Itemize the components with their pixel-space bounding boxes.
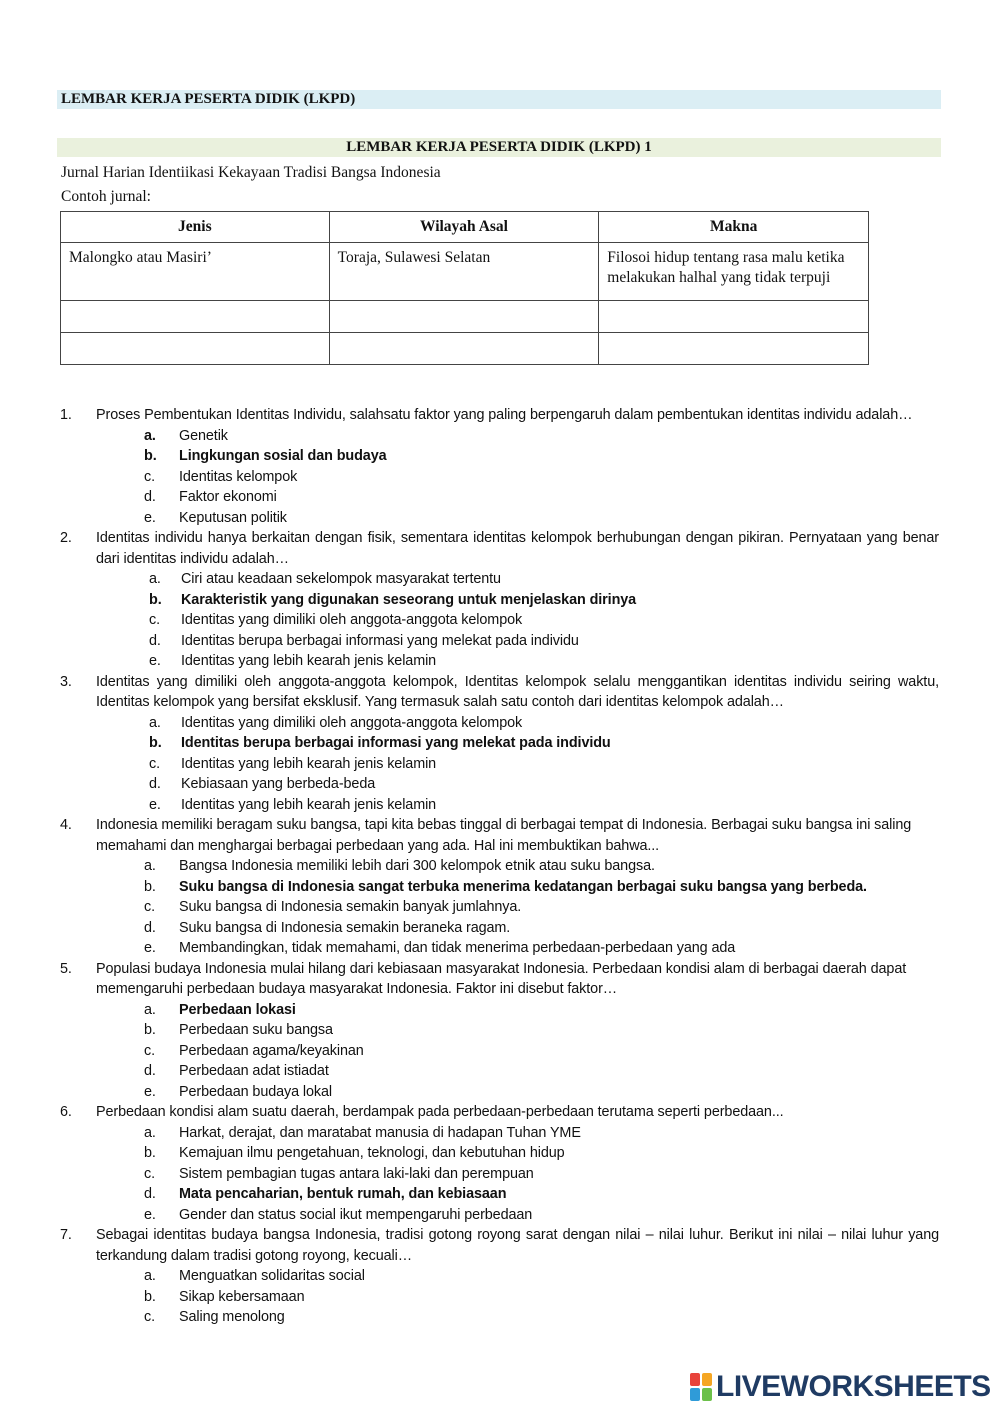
option-text: Identitas yang dimiliki oleh anggota-anggota kelompok — [181, 612, 523, 628]
option-letter: d. — [144, 1063, 156, 1079]
option[interactable] — [60, 1061, 939, 1082]
option-text: Bangsa Indonesia memiliki lebih dari 300 kelompok etnik atau suku bangsa. — [179, 858, 655, 874]
option-letter: b. — [144, 1145, 156, 1161]
option-text: Sikap kebersamaan — [179, 1288, 305, 1305]
question-number: 5. — [60, 960, 72, 977]
option-text: Keputusan politik — [179, 509, 287, 526]
option[interactable] — [60, 1020, 939, 1041]
question-text: Identitas yang dimiliki oleh anggota-anggota kelompok, Identitas kelompok selalu menggantikan identitas individu seiring waktu, Identitas kelompok yang bersifat eksklusif. Yang termasuk salah satu contoh dari identitas kelompok adalah… — [96, 673, 939, 710]
option-text: Perbedaan agama/keyakinan — [179, 1042, 364, 1059]
option-letter: b. — [144, 448, 157, 464]
option[interactable] — [60, 508, 939, 529]
option-letter: b. — [144, 1022, 156, 1038]
option-letter: a. — [149, 714, 161, 731]
table-cell-empty[interactable] — [599, 333, 869, 365]
option-letter: e. — [149, 653, 161, 669]
table-cell-empty[interactable] — [599, 301, 869, 333]
option[interactable] — [60, 856, 939, 877]
question-5 — [60, 959, 939, 1000]
option-letter: a. — [144, 1124, 156, 1141]
question-number: 3. — [60, 673, 72, 690]
option[interactable] — [60, 918, 939, 939]
option-letter: a. — [144, 1001, 156, 1018]
question-number: 6. — [60, 1104, 72, 1120]
option-text: Genetik — [179, 427, 228, 444]
option-letter: b. — [144, 878, 156, 895]
table-row — [61, 333, 869, 365]
option[interactable] — [60, 713, 939, 734]
liveworksheets-logo[interactable] — [690, 1370, 991, 1404]
question-text: Identitas individu hanya berkaitan dengan fisik, sementara identitas kelompok berhubungan dengan pikiran. Pernyataan yang benar dari identitas individu adalah… — [96, 530, 939, 567]
option[interactable] — [60, 897, 939, 918]
question-1 — [60, 405, 939, 426]
table-row — [61, 243, 869, 301]
option-letter: a. — [144, 427, 156, 444]
table-cell: Filosoi hidup tentang rasa malu ketika melakukan halhal yang tidak terpuji — [599, 243, 869, 301]
option[interactable] — [60, 467, 939, 488]
logo-mark-icon — [690, 1372, 714, 1402]
option-letter: e. — [144, 1206, 156, 1223]
option[interactable] — [60, 1041, 939, 1062]
table-header-jenis: Jenis — [61, 212, 330, 243]
option[interactable] — [60, 426, 939, 447]
option-letter: b. — [149, 591, 162, 608]
journal-table — [60, 211, 869, 365]
option-text: Suku bangsa di Indonesia semakin banyak jumlahnya. — [179, 899, 522, 915]
option-text: Kemajuan ilmu pengetahuan, teknologi, dan kebutuhan hidup — [179, 1145, 565, 1161]
option-letter: c. — [144, 899, 155, 915]
question-text: Indonesia memiliki beragam suku bangsa, tapi kita bebas tinggal di berbagai tempat di Indonesia. Berbagai suku bangsa ini saling memahami dan menghargai berbagai perbedaan yang ada. Hal ini membuktikan bahwa... — [96, 817, 912, 854]
option-letter: e. — [144, 509, 156, 526]
option-text: Identitas yang lebih kearah jenis kelamin — [181, 796, 437, 813]
option[interactable] — [60, 487, 939, 508]
question-text: Sebagai identitas budaya bangsa Indonesia, tradisi gotong royong sarat dengan nilai – nilai luhur. Berikut ini nilai – nilai luhur yang terkandung dalam tradisi gotong royong, kecuali… — [96, 1227, 939, 1264]
option-text: Mata pencaharian, bentuk rumah, dan kebiasaan — [179, 1186, 507, 1202]
option[interactable] — [60, 590, 939, 611]
option-text: Identitas yang dimiliki oleh anggota-anggota kelompok — [181, 714, 523, 731]
table-cell-empty[interactable] — [329, 333, 599, 365]
main-title: LEMBAR KERJA PESERTA DIDIK (LKPD) — [57, 90, 941, 109]
table-header-wilayah: Wilayah Asal — [329, 212, 599, 243]
question-6 — [60, 1102, 939, 1123]
question-list — [60, 405, 939, 1328]
option[interactable] — [60, 631, 939, 652]
option-text: Faktor ekonomi — [179, 489, 277, 505]
option[interactable] — [60, 795, 939, 816]
question-number: 2. — [60, 530, 72, 546]
option-text: Identitas berupa berbagai informasi yang melekat pada individu — [181, 735, 611, 751]
option-letter: c. — [149, 612, 160, 628]
option-letter: e. — [144, 1083, 156, 1100]
option-text: Suku bangsa di Indonesia semakin beraneka ragam. — [179, 919, 511, 936]
option-letter: d. — [149, 776, 161, 792]
table-cell-empty[interactable] — [61, 301, 330, 333]
option-letter: d. — [144, 489, 156, 505]
option-text: Sistem pembagian tugas antara laki-laki dan perempuan — [179, 1165, 534, 1182]
table-header-makna: Makna — [599, 212, 869, 243]
option[interactable] — [60, 1287, 939, 1308]
option[interactable] — [60, 1184, 939, 1205]
question-text: Proses Pembentukan Identitas Individu, salahsatu faktor yang paling berpengaruh dalam pembentukan identitas individu adalah… — [96, 407, 913, 423]
option-letter: a. — [144, 1268, 156, 1284]
option[interactable] — [60, 1205, 939, 1226]
option-text: Karakteristik yang digunakan seseorang untuk menjelaskan dirinya — [181, 591, 637, 608]
question-number: 4. — [60, 817, 72, 833]
option-text: Lingkungan sosial dan budaya — [179, 448, 387, 464]
option-text: Menguatkan solidaritas social — [179, 1268, 365, 1284]
option[interactable] — [60, 938, 939, 959]
table-row — [61, 301, 869, 333]
option[interactable] — [60, 1307, 939, 1328]
option-letter: c. — [144, 1165, 155, 1182]
option[interactable] — [60, 446, 939, 467]
option-letter: b. — [149, 735, 162, 751]
option[interactable] — [60, 754, 939, 775]
option-text: Kebiasaan yang berbeda-beda — [181, 776, 376, 792]
option[interactable] — [60, 877, 939, 898]
option-letter: d. — [144, 919, 156, 936]
option-letter: b. — [144, 1288, 156, 1305]
example-label: Contoh jurnal: — [61, 188, 151, 205]
question-number: 7. — [60, 1227, 72, 1243]
question-text: Populasi budaya Indonesia mulai hilang dari kebiasaan masyarakat Indonesia. Perbedaan kondisi alam di berbagai daerah dapat memengaruhi perbedaan budaya masyarakat Indonesia. Faktor ini disebut faktor… — [96, 960, 907, 997]
logo-text: LIVEWORKSHEETS — [716, 1370, 991, 1403]
option[interactable] — [60, 1266, 939, 1287]
option[interactable] — [60, 1000, 939, 1021]
option-letter: a. — [149, 571, 161, 587]
option-text: Perbedaan lokasi — [179, 1001, 296, 1018]
option-letter: a. — [144, 858, 156, 874]
option-text: Saling menolong — [179, 1309, 285, 1325]
question-7 — [60, 1225, 939, 1266]
section-title: LEMBAR KERJA PESERTA DIDIK (LKPD) 1 — [57, 138, 941, 157]
option-text: Identitas yang lebih kearah jenis kelamin — [181, 653, 437, 669]
option-text: Gender dan status social ikut mempengaruhi perbedaan — [179, 1206, 533, 1223]
option-letter: c. — [149, 755, 160, 772]
option-text: Membandingkan, tidak memahami, dan tidak menerima perbedaan-perbedaan yang ada — [179, 940, 736, 956]
option[interactable] — [60, 1082, 939, 1103]
option-letter: e. — [144, 940, 156, 956]
option-text: Harkat, derajat, dan maratabat manusia di hadapan Tuhan YME — [179, 1124, 581, 1141]
option-letter: e. — [149, 796, 161, 813]
option[interactable] — [60, 610, 939, 631]
option-letter: d. — [149, 632, 161, 649]
option-text: Ciri atau keadaan sekelompok masyarakat tertentu — [181, 571, 501, 587]
option[interactable] — [60, 1143, 939, 1164]
table-cell-empty[interactable] — [61, 333, 330, 365]
question-3 — [60, 672, 939, 713]
journal-subtitle: Jurnal Harian Identiikasi Kekayaan Tradisi Bangsa Indonesia — [61, 164, 441, 181]
option[interactable] — [60, 1164, 939, 1185]
table-cell-empty[interactable] — [329, 301, 599, 333]
option-letter: d. — [144, 1186, 156, 1202]
option[interactable] — [60, 774, 939, 795]
option-text: Suku bangsa di Indonesia sangat terbuka menerima kedatangan berbagai suku bangsa yang berbeda. — [179, 878, 867, 895]
table-cell: Toraja, Sulawesi Selatan — [329, 243, 599, 301]
question-2 — [60, 528, 939, 569]
option-text: Identitas berupa berbagai informasi yang melekat pada individu — [181, 632, 579, 649]
question-text: Perbedaan kondisi alam suatu daerah, berdampak pada perbedaan-perbedaan terutama seperti perbedaan... — [96, 1104, 784, 1120]
option-text: Perbedaan budaya lokal — [179, 1083, 333, 1100]
question-number: 1. — [60, 407, 72, 423]
table-cell: Malongko atau Masiri’ — [61, 243, 330, 301]
question-4 — [60, 815, 939, 856]
option-text: Identitas kelompok — [179, 468, 298, 485]
option-letter: c. — [144, 1309, 155, 1325]
option-text: Perbedaan adat istiadat — [179, 1063, 329, 1079]
option[interactable] — [60, 651, 939, 672]
option-letter: c. — [144, 1042, 155, 1059]
option-letter: c. — [144, 468, 155, 485]
option[interactable] — [60, 569, 939, 590]
option[interactable] — [60, 733, 939, 754]
option-text: Identitas yang lebih kearah jenis kelamin — [181, 755, 437, 772]
option[interactable] — [60, 1123, 939, 1144]
option-text: Perbedaan suku bangsa — [179, 1022, 333, 1038]
